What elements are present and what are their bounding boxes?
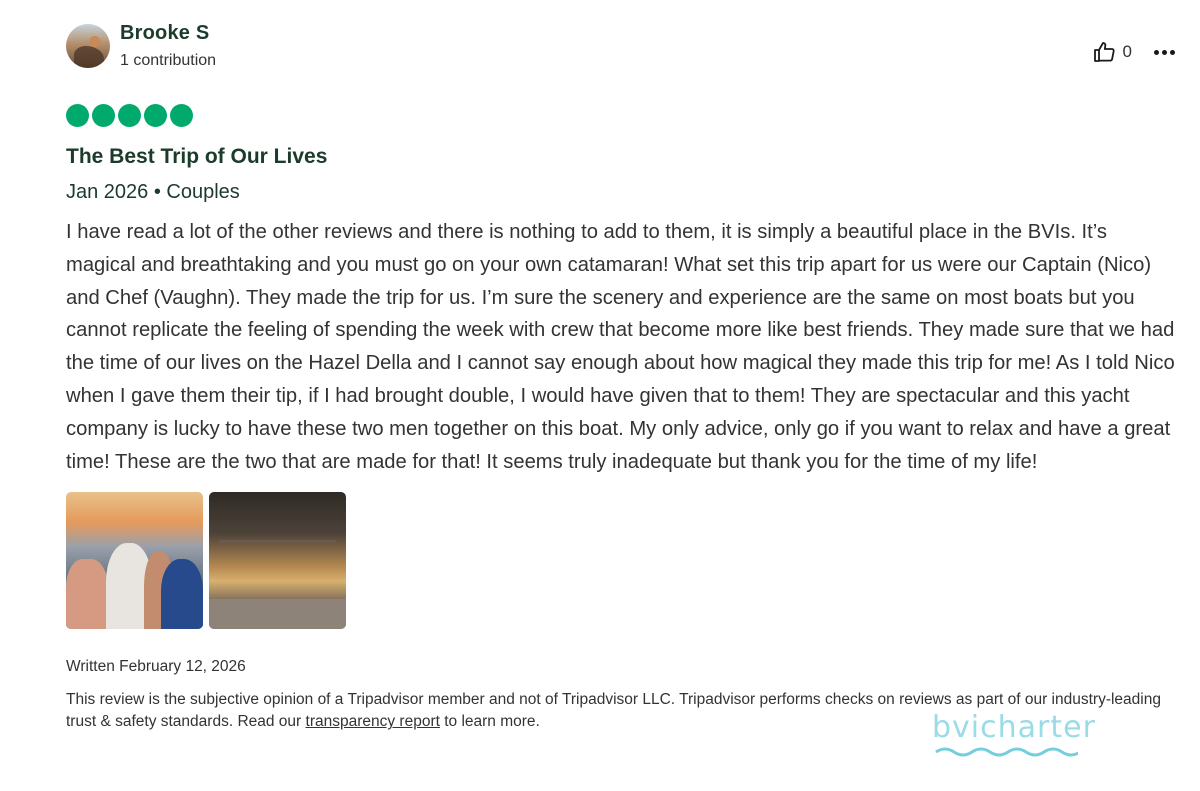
- review-photos: [66, 492, 1178, 629]
- rating-bubble: [118, 104, 141, 127]
- photo-boat-rail: [219, 540, 336, 543]
- review-title[interactable]: The Best Trip of Our Lives: [66, 145, 328, 168]
- more-options-icon[interactable]: [1152, 40, 1176, 64]
- rating-bubbles: [66, 104, 1178, 127]
- transparency-report-link[interactable]: transparency report: [305, 713, 440, 731]
- review-card: [66, 22, 1178, 733]
- helpful-vote-button[interactable]: [1092, 40, 1132, 64]
- user-avatar[interactable]: [66, 24, 110, 68]
- disclaimer-text: This review is the subjective opinion of a Tripadvisor member and not of Tripadvisor LLC. Tripadvisor performs checks on reviews as part of our industry-leading trust & safety standards. Read our: [66, 691, 1161, 731]
- watermark-waves-icon: [934, 746, 1078, 762]
- rating-bubble: [144, 104, 167, 127]
- review-date-trip-type: Jan 2026 • Couples: [66, 181, 240, 203]
- review-photo-1[interactable]: [66, 492, 203, 629]
- rating-bubble: [92, 104, 115, 127]
- dot: [1154, 50, 1159, 55]
- photo-boat-deck: [209, 599, 346, 629]
- helpful-count: 0: [1122, 42, 1132, 61]
- review-disclaimer: [66, 689, 1178, 733]
- photo-figure: [66, 559, 108, 629]
- rating-bubble: [170, 104, 193, 127]
- watermark-text: bvicharter: [932, 710, 1096, 745]
- review-actions: [1092, 40, 1176, 64]
- photo-figure: [161, 559, 203, 629]
- review-body: I have read a lot of the other reviews and there is nothing to add to them, it is simply a beautiful place in the BVIs. It’s magical and breathtaking and you must go on your own catamaran! What set this trip apart for us were our Captain (Nico) and Chef (Vaughn). They made the trip for us. I’m sure the scenery and experience are the same on most boats but you cannot replicate the feeling of spending the week with crew that become more like best friends. They made sure that we had the time of our lives on the Hazel Della and I cannot say enough about how magical they made this trip for me! As I told Nico when I gave them their tip, if I had brought double, I would have given that to them! They are spectacular and this yacht company is lucky to have these two men together on this boat. My only advice, only go if you want to relax and have a great time! These are the two that are made for that! It seems truly inadequate but thank you for the time of my life!: [66, 221, 1175, 473]
- dot: [1162, 50, 1167, 55]
- user-name[interactable]: Brooke S: [120, 22, 210, 44]
- contribution-count: 1 contribution: [120, 52, 217, 69]
- review-photo-2[interactable]: [209, 492, 346, 629]
- thumbs-up-icon: [1092, 40, 1116, 64]
- written-date: Written February 12, 2026: [66, 658, 246, 676]
- dot: [1170, 50, 1175, 55]
- rating-bubble: [66, 104, 89, 127]
- disclaimer-text-end: to learn more.: [439, 713, 540, 731]
- review-header: [66, 22, 1178, 72]
